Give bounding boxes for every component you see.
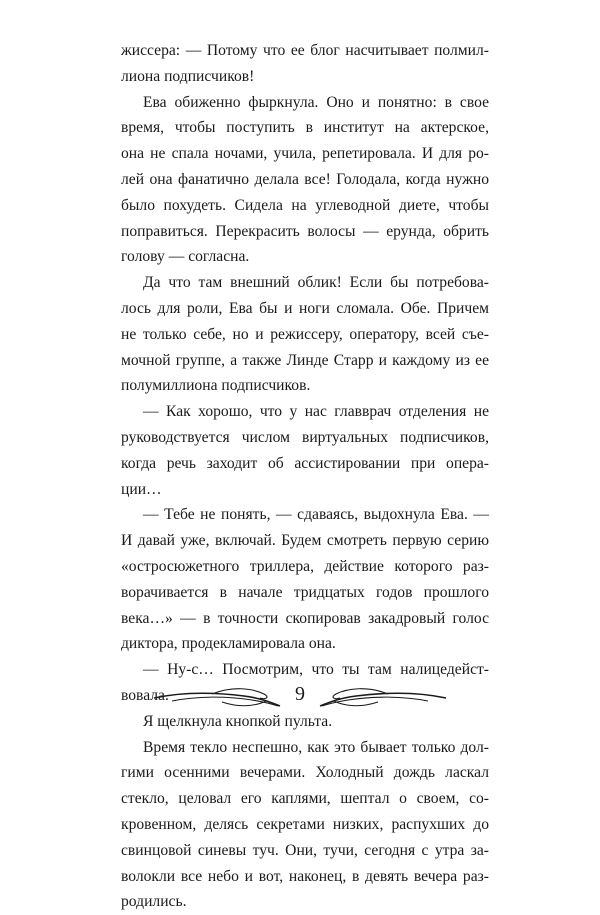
page-body <box>121 38 489 915</box>
text-line: Время текло неспешно, как это бывает только дол- <box>143 738 489 756</box>
page-number: 9 <box>295 683 305 705</box>
text-line: голову — согласна. <box>121 248 250 266</box>
text-line: гими осенними вечерами. Холодный дождь ласкал <box>121 764 489 782</box>
text-line: века…» — в точности скопировав закадровый голос <box>121 609 489 627</box>
text-line: вовала. <box>121 686 169 704</box>
text-line: лось для роли, Ева бы и ноги сломала. Обе. Причем <box>121 299 489 317</box>
text-line: мочной группе, а также Линде Старр и каждому из ее <box>121 351 489 369</box>
text-line: Ева обиженно фыркнула. Оно и понятно: в свое <box>143 93 489 111</box>
text-line: Я щелкнула кнопкой пульта. <box>143 712 333 730</box>
text-line: волокли все небо и вот, наконец, в девять вечера раз- <box>121 867 489 885</box>
text-line: лиона подписчиков! <box>121 67 255 85</box>
text-line: лей она фанатично делала все! Голодала, когда нужно <box>121 170 489 188</box>
text-line: «остросюжетного триллера, действие которого раз- <box>121 557 489 575</box>
text-line: ции… <box>121 480 162 498</box>
text-line: кровенном, делясь секретами низких, распухших до <box>121 815 489 833</box>
text-line: когда речь заходит об ассистировании при опера- <box>121 454 489 472</box>
text-line: ворачивается в начале тридцатых годов прошлого <box>121 583 489 601</box>
text-line: она не спала ночами, учила, репетировала. И для ро- <box>121 145 489 163</box>
left-flourish-ornament <box>152 684 284 710</box>
text-line: — Как хорошо, что у нас главврач отделения не <box>143 403 489 421</box>
text-line: было похудеть. Сидела на углеводной диете, чтобы <box>121 196 489 214</box>
text-line: время, чтобы поступить в институт на актерское, <box>121 119 489 137</box>
right-flourish-ornament <box>316 684 448 710</box>
text-line: Да что там внешний облик! Если бы потребова- <box>143 274 489 292</box>
text-line: поправиться. Перекрасить волосы — ерунда, обрить <box>121 222 489 240</box>
text-line: родились. <box>121 893 187 911</box>
text-line: не только себе, но и режиссеру, оператору, всей съе- <box>121 325 489 343</box>
text-line: свинцовой синевы туч. Они, тучи, сегодня с утра за- <box>121 841 489 859</box>
text-line: жиссера: — Потому что ее блог насчитывает полмил- <box>121 42 489 59</box>
text-line: И давай уже, включай. Будем смотреть первую серию <box>121 532 489 550</box>
text-line: — Тебе не понять, — сдаваясь, выдохнула Ева. — <box>143 506 489 524</box>
text-line: стекло, целовал его каплями, шептал о своем, со- <box>121 790 489 808</box>
text-line: диктора, продекламировала она. <box>121 635 336 653</box>
text-line: руководствуется числом виртуальных подписчиков, <box>121 428 489 446</box>
text-line: — Ну-с… Посмотрим, что ты там налицедейст- <box>143 661 489 679</box>
text-line: полумиллиона подписчиков. <box>121 377 311 395</box>
